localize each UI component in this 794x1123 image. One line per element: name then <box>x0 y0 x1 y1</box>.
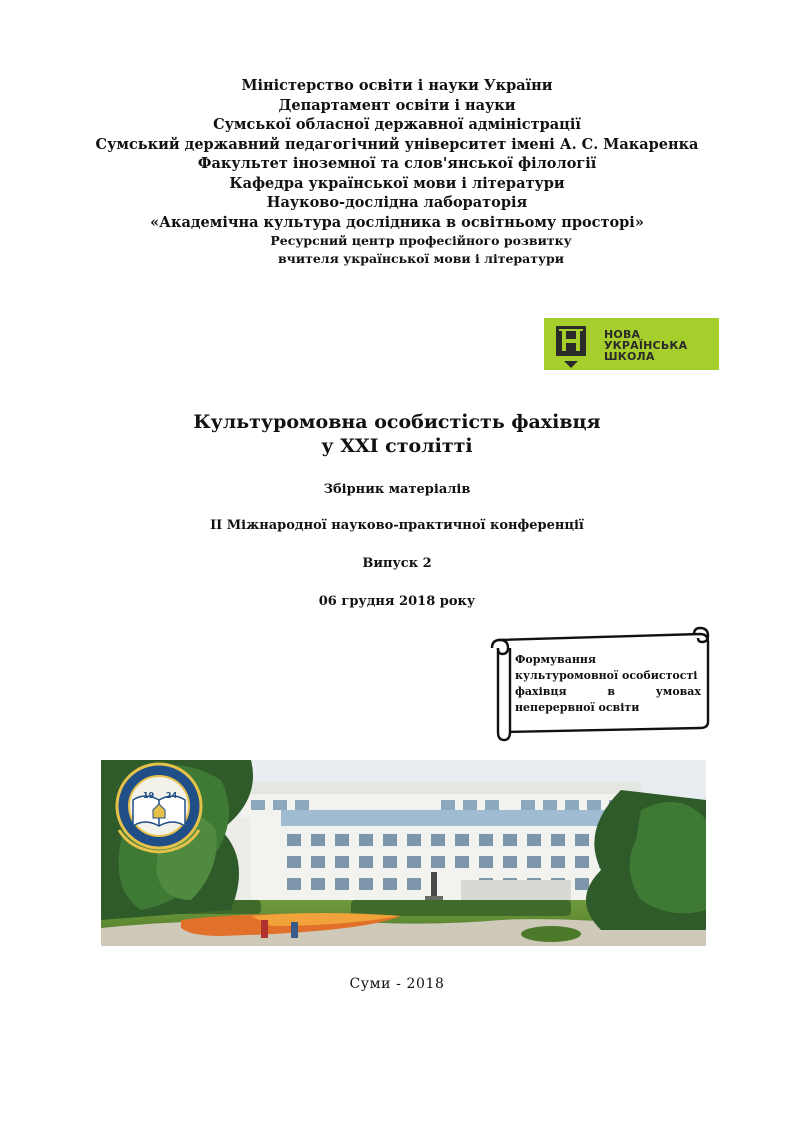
header-line-department: Департамент освіти і науки <box>278 96 516 114</box>
header-line-university: Сумський державний педагогічний університет імені А. С. Макаренка <box>95 135 699 153</box>
conference-date: 06 грудня 2018 року <box>318 594 476 609</box>
header-line-ministry: Міністерство освіти і науки України <box>241 77 553 94</box>
header-line-laboratory-name: «Академічна культура дослідника в освітньому просторі» <box>150 213 644 231</box>
logo-pointer-icon <box>564 361 578 368</box>
header-line-laboratory: Науково-дослідна лабораторія <box>266 194 528 211</box>
header-line-resource-center-2: вчителя української мови і літератури <box>278 251 564 266</box>
emblem-year-right: 24 <box>166 791 178 800</box>
place-and-year: Суми - 2018 <box>349 976 445 992</box>
scroll-banner-text <box>515 652 701 716</box>
scroll-line-4: неперервної освіти <box>515 701 640 714</box>
title-line-1: Культуромовна особистість фахівця <box>193 411 601 433</box>
header-line-chair: Кафедра української мови і літератури <box>229 174 565 192</box>
issue-number: Випуск 2 <box>362 556 432 571</box>
header-line-administration: Сумської обласної державної адміністрації <box>213 116 581 133</box>
scroll-line-3: фахівця в умовах <box>515 685 701 698</box>
emblem-year-left: 19 <box>143 791 155 800</box>
document-subtitle: Збірник матеріалів <box>323 482 471 497</box>
institution-header <box>0 76 794 268</box>
nova-ukrainska-shkola-logo-icon <box>556 326 586 356</box>
document-title <box>0 410 794 458</box>
title-line-2: у ХХІ столітті <box>321 435 473 457</box>
university-building-photo <box>101 760 706 946</box>
header-line-resource-center: Ресурсний центр професійного розвитку <box>270 233 572 248</box>
scroll-line-2: культуромовної особистості <box>515 669 698 682</box>
conference-name: ІІ Міжнародної науково-практичної конференції <box>210 518 584 533</box>
header-line-faculty: Факультет іноземної та слов'янської філології <box>197 155 597 172</box>
nova-ukrainska-shkola-logo <box>544 318 719 370</box>
scroll-line-1: Формування <box>515 653 597 666</box>
logo-wordmark: НОВА УКРАЇНСЬКА ШКОЛА <box>604 328 688 363</box>
